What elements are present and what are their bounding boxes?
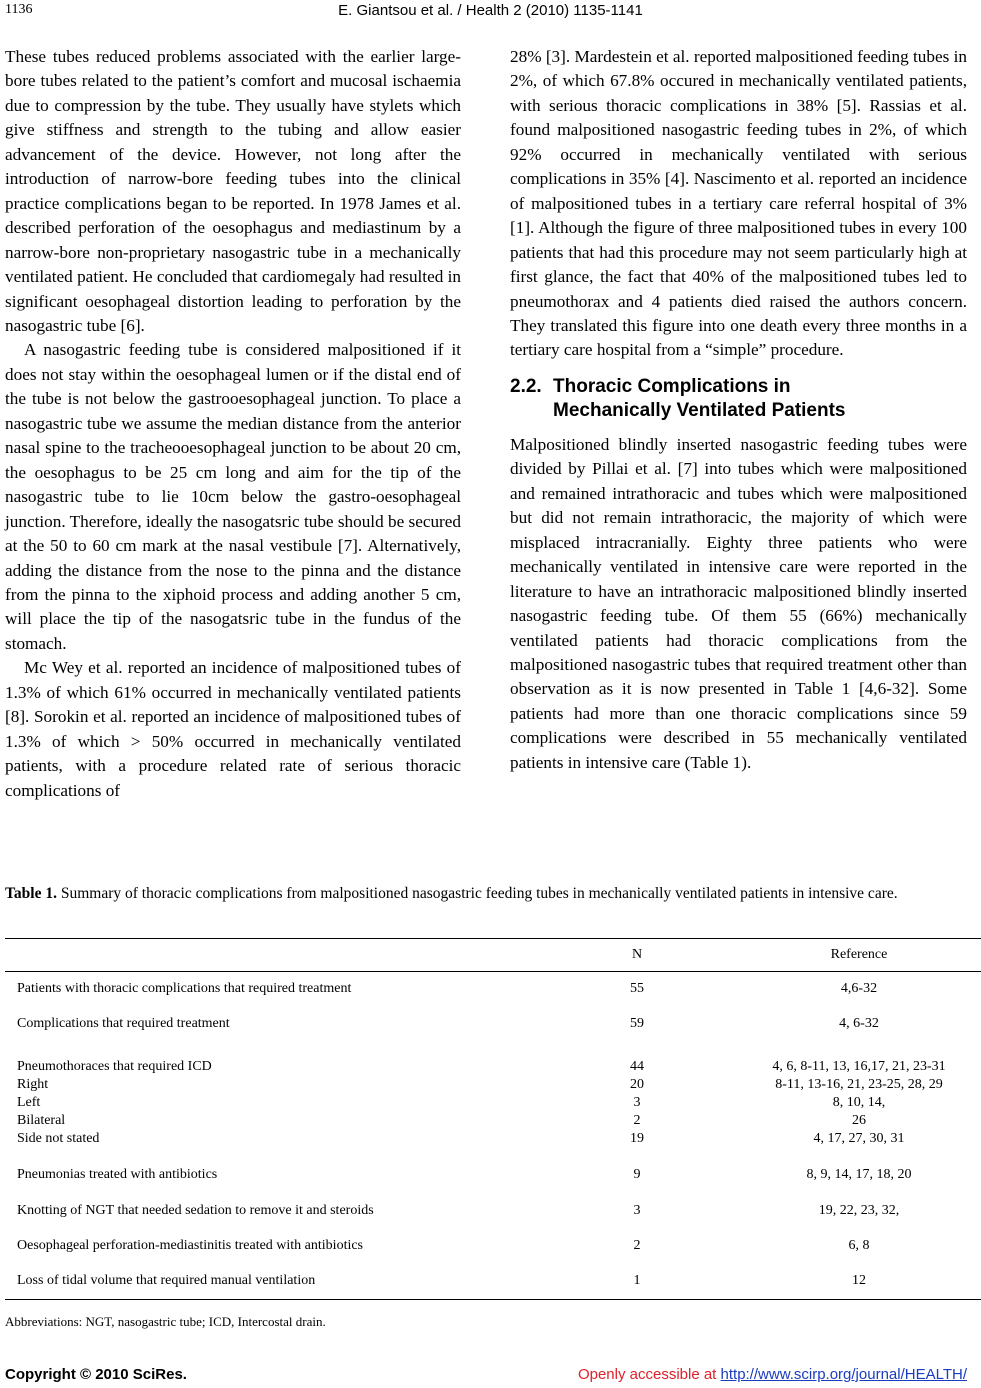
section-title-line1: Thoracic Complications in — [553, 375, 791, 397]
row-label: Patients with thoracic complications that required treatment — [17, 981, 352, 997]
table-header-reference: Reference — [737, 939, 981, 972]
row-reference: 19, 22, 23, 32, — [818, 1202, 900, 1218]
row-label: Bilateral — [17, 1113, 66, 1129]
row-n-group — [537, 1042, 737, 1158]
row-reference: 4, 6-32 — [839, 1016, 879, 1031]
table-row — [5, 1007, 981, 1042]
table-row — [5, 1193, 981, 1229]
row-n: 59 — [630, 1016, 644, 1031]
page-header — [0, 2, 981, 24]
table-row — [5, 1229, 981, 1264]
row-reference: 4,6-32 — [840, 981, 878, 997]
open-access-text: Openly accessible at — [577, 1366, 721, 1383]
section-title-line2: Mechanically Ventilated Patients — [553, 399, 846, 421]
page-footer — [0, 1366, 981, 1388]
row-reference: 8, 9, 14, 17, 18, 20 — [806, 1167, 912, 1182]
right-column — [510, 45, 967, 775]
table-row-group — [5, 1042, 981, 1158]
table-row — [5, 1264, 981, 1300]
table-row — [5, 1158, 981, 1193]
table-header-n: N — [537, 939, 737, 972]
section-heading — [510, 375, 967, 423]
row-label: Left — [17, 1094, 41, 1110]
table-caption-label: Table 1. — [5, 885, 57, 902]
row-n: 19 — [630, 1131, 644, 1147]
row-label: Right — [17, 1076, 49, 1092]
row-label: Side not stated — [17, 1131, 100, 1147]
left-column — [5, 45, 461, 803]
row-n: 2 — [633, 1238, 641, 1253]
paragraph: A nasogastric feeding tube is considered malpositioned if it does not stay within the oesophageal lumen or if the distal end of the tube is not below the gastrooesophageal junction. To place a nasogastric tube we assume the median distance from the anterior nasal spine to the tracheooesophageal junction to be about 20 cm, the oesophagus to be 25 cm long and aim for the tip of the nasogastric tube to lie 10cm below the gastro-oesophageal junction. Therefore, ideally the nasogatsric tube should be secured at the 50 to 60 cm mark at the nasal vestibule [7]. Alternatively, adding the distance from the nose to the pinna and the distance from the pinna to the xiphoid process and adding another 5 cm, will place the tip of the nasogatsric tube in the fundus of the stomach. — [5, 340, 461, 653]
row-reference: 8, 10, 14, — [832, 1094, 886, 1110]
row-label: Knotting of NGT that needed sedation to remove it and steroids — [17, 1202, 374, 1218]
row-n: 3 — [633, 1094, 641, 1110]
complications-table — [5, 938, 981, 1300]
table-row — [5, 972, 981, 1007]
row-n: 20 — [630, 1076, 644, 1092]
paragraph: These tubes reduced problems associated with the earlier large-bore tubes related to the patient’s comfort and mucosal ischaemia due to compression by the tube. They usually have stylets which give stiffness and strength to the tubing and allow easier advancement of the device. However, not long after the introduction of narrow-bore feeding tubes into the clinical practice complications began to be reported. In 1978 James et al. described perforation of the oesophagus and mediastinum by a narrow-bore non-proprietary nasogastric tube in a mechanically ventilated patient. He concluded that cardiomegaly had resulted in significant oesophageal distortion leading to perforation by the nasogastric tube [6]. — [5, 47, 461, 335]
table-header-row — [5, 939, 981, 972]
row-label: Complications that required treatment — [17, 1016, 230, 1031]
table-abbreviations: Abbreviations: NGT, nasogastric tube; ICD, Intercostal drain. — [5, 1314, 326, 1329]
row-n: 9 — [633, 1167, 641, 1182]
row-n: 1 — [537, 1264, 737, 1300]
paragraph: 28% [3]. Mardestein et al. reported malpositioned feeding tubes in 2%, of which 67.8% occured in mechanically ventilated patients, with serious thoracic complications in 38% [5]. Rassias et al. found malpositioned nasogastric feeding tubes in 2%, of which 92% occurred in mechanically ventilated with serious complications in 35% [4]. Nascimento et al. reported an incidence of malpositioned tubes in a tertiary care referral hospital of 3% [1]. Although the figure of three malpositioned tubes in every 100 patients that had this procedure may not seem particularly high at first glance, the fact that 40% of the malpositioned tubes led to pneumothorax and 4 patients died raised the authors concern. They translated this figure into one death every three months in a tertiary care hospital from a “simple” procedure. — [510, 47, 967, 360]
row-reference: 26 — [852, 1113, 866, 1129]
row-label: Pneumonias treated with antibiotics — [17, 1167, 218, 1182]
row-label: Loss of tidal volume that required manual ventilation — [5, 1264, 537, 1300]
row-reference: 12 — [737, 1264, 981, 1300]
row-reference: 6, 8 — [848, 1238, 870, 1253]
row-n: 55 — [630, 981, 644, 997]
row-reference: 4, 6, 8-11, 13, 16,17, 21, 23-31 — [772, 1058, 946, 1074]
page-number: 1136 — [5, 2, 33, 17]
row-label-group — [5, 1042, 537, 1158]
journal-link[interactable]: http://www.scirp.org/journal/HEALTH/ — [720, 1366, 967, 1383]
row-reference: 4, 17, 27, 30, 31 — [813, 1131, 905, 1147]
running-title: E. Giantsou et al. / Health 2 (2010) 1135-1141 — [338, 2, 643, 19]
open-access-note — [578, 1366, 967, 1383]
row-reference: 8-11, 13-16, 21, 23-25, 28, 29 — [775, 1076, 943, 1092]
row-label: Pneumothoraces that required ICD — [17, 1058, 212, 1074]
section-number: 2.2. — [510, 375, 542, 397]
table-caption-text: Summary of thoracic complications from malpositioned nasogastric feeding tubes in mechanically ventilated patients in intensive care. — [60, 885, 898, 902]
table-caption — [5, 884, 967, 904]
table-header-label — [5, 939, 537, 972]
row-n: 44 — [630, 1058, 644, 1074]
paragraph: Malpositioned blindly inserted nasogastric feeding tubes were divided by Pillai et al. [7] into tubes which were malpositioned and remained intrathoracic and tubes which were malpositioned but did not remain intrathoracic, the majority of which were misplaced intracranially. Eighty three patients who were mechanically ventilated in intensive care were reported in the literature to have an intrathoracic malpositioned blindly inserted nasogastric feeding tube. Of them 55 (66%) mechanically ventilated patients had thoracic complications from the malpositioned nasogastric tubes that required treatment other than observation as it is now presented in Table 1 [4,6-32]. Some patients had more than one thoracic complications since 59 complications were described in 55 mechanically ventilated patients in intensive care (Table 1). — [510, 434, 967, 772]
copyright: Copyright © 2010 SciRes. — [5, 1366, 187, 1383]
row-label: Oesophageal perforation-mediastinitis treated with antibiotics — [17, 1238, 364, 1253]
row-reference-group — [737, 1042, 981, 1158]
row-n: 3 — [633, 1202, 641, 1218]
paragraph: Mc Wey et al. reported an incidence of malpositioned tubes of 1.3% of which 61% occurred in mechanically ventilated patients [8]. Sorokin et al. reported an incidence of malpositioned tubes of 1.3% of which > 50% occurred in mechanically ventilated patients, with a procedure related rate of serious thoracic complications of — [5, 658, 461, 800]
row-n: 2 — [633, 1113, 641, 1129]
